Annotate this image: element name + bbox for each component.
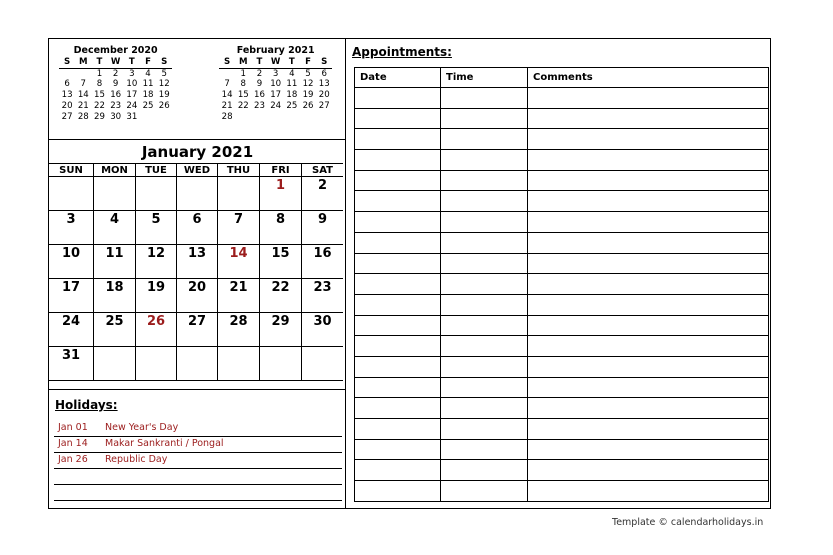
holiday-row [54, 484, 342, 501]
mini-calendar-grid [219, 57, 332, 123]
day-cell: 31 [126, 111, 138, 122]
day-cell[interactable]: 10 [49, 245, 94, 279]
week-row [219, 79, 332, 90]
day-cell[interactable]: 18 [94, 279, 136, 313]
day-cell [156, 112, 172, 123]
day-cell[interactable]: 11 [94, 245, 136, 279]
column-header: Comments [528, 68, 769, 88]
appointment-cell[interactable] [528, 108, 769, 129]
weekday-label: THU [218, 164, 260, 177]
appointment-cell[interactable] [355, 88, 441, 109]
mini-calendar-title: February 2021 [236, 45, 315, 56]
appointment-cell[interactable] [355, 274, 441, 295]
day-cell: 23 [110, 100, 122, 111]
day-cell: 10 [126, 79, 138, 90]
weekday-label: TUE [136, 164, 177, 177]
weekday-label: WED [177, 164, 218, 177]
day-cell: 13 [61, 90, 73, 101]
appointment-cell[interactable] [528, 129, 769, 150]
appointment-row [355, 439, 769, 460]
appointment-cell[interactable] [528, 481, 769, 502]
day-cell [284, 112, 300, 123]
appointment-cell[interactable] [528, 232, 769, 253]
appointment-row [355, 398, 769, 419]
day-cell[interactable]: 31 [49, 347, 94, 381]
appointment-cell[interactable] [355, 419, 441, 440]
appointment-cell[interactable] [528, 294, 769, 315]
day-cell: 23 [254, 100, 265, 111]
day-cell[interactable] [260, 347, 302, 381]
appointment-cell[interactable] [441, 439, 528, 460]
footer-credit: Template © calendarholidays.in [612, 517, 764, 528]
day-cell: 24 [270, 100, 282, 111]
appointment-row [355, 274, 769, 295]
day-cell: 16 [110, 90, 122, 101]
day-cell [316, 112, 332, 123]
weekday-label: T [91, 57, 107, 68]
day-cell[interactable]: 19 [136, 279, 177, 313]
day-cell[interactable]: 26 [136, 313, 177, 347]
weekday-label: T [251, 57, 267, 68]
day-cell: 30 [110, 111, 122, 122]
weekday-label: W [268, 57, 284, 68]
appointments-header-row [355, 68, 769, 88]
day-cell: 24 [126, 100, 138, 111]
week-row [219, 68, 332, 79]
day-cell: 16 [254, 90, 265, 101]
weekday-label: T [284, 57, 300, 68]
calendar-page [48, 38, 771, 509]
appointment-row [355, 150, 769, 171]
day-cell: 8 [96, 79, 103, 90]
appointment-cell[interactable] [528, 460, 769, 481]
holidays-title: Holidays: [55, 398, 118, 412]
day-cell[interactable]: 8 [260, 211, 302, 245]
day-cell [140, 112, 156, 123]
day-cell: 1 [96, 68, 103, 79]
day-cell: 9 [112, 79, 119, 90]
appointment-cell[interactable] [355, 253, 441, 274]
day-cell: 12 [158, 79, 170, 90]
day-cell [235, 112, 251, 123]
day-cell: 14 [77, 90, 89, 101]
day-cell[interactable] [177, 177, 218, 211]
appointment-cell[interactable] [528, 170, 769, 191]
day-cell[interactable] [218, 177, 260, 211]
week-row [49, 279, 343, 313]
day-cell[interactable] [177, 347, 218, 381]
day-cell[interactable]: 13 [177, 245, 218, 279]
weekday-label: S [316, 57, 332, 68]
appointment-cell[interactable] [441, 129, 528, 150]
holiday-row [54, 468, 342, 485]
day-cell[interactable]: 14 [218, 245, 260, 279]
appointment-cell[interactable] [528, 439, 769, 460]
day-cell[interactable]: 1 [260, 177, 302, 211]
week-row [59, 101, 172, 112]
week-row [219, 90, 332, 101]
appointment-cell[interactable] [528, 150, 769, 171]
weekday-label: SAT [302, 164, 344, 177]
day-cell[interactable]: 20 [177, 279, 218, 313]
appointment-row [355, 460, 769, 481]
holiday-name: Republic Day [105, 454, 168, 465]
day-cell: 12 [302, 79, 314, 90]
day-cell: 13 [318, 79, 330, 90]
weekday-label: MON [94, 164, 136, 177]
day-cell[interactable]: 27 [177, 313, 218, 347]
day-cell: 7 [80, 79, 87, 90]
appointment-cell[interactable] [355, 191, 441, 212]
day-cell: 27 [318, 100, 330, 111]
holidays-section [49, 389, 346, 510]
appointment-row [355, 212, 769, 233]
holiday-row [54, 436, 342, 453]
day-cell: 3 [129, 68, 135, 79]
weekday-label: W [108, 57, 124, 68]
appointment-cell[interactable] [441, 356, 528, 377]
appointment-cell[interactable] [355, 315, 441, 336]
column-header: Time [441, 68, 528, 88]
appointment-cell[interactable] [355, 460, 441, 481]
appointment-cell[interactable] [355, 439, 441, 460]
day-cell[interactable] [136, 347, 177, 381]
appointment-cell[interactable] [441, 170, 528, 191]
appointment-row [355, 170, 769, 191]
week-row [49, 177, 343, 211]
day-cell[interactable]: 9 [302, 211, 344, 245]
day-cell: 22 [94, 100, 105, 111]
day-cell[interactable]: 24 [49, 313, 94, 347]
day-cell: 20 [318, 90, 330, 101]
day-cell[interactable] [49, 177, 94, 211]
day-cell: 20 [61, 100, 73, 111]
holiday-name: New Year's Day [105, 422, 179, 433]
appointment-cell[interactable] [355, 356, 441, 377]
day-cell: 19 [302, 90, 314, 101]
holiday-name: Makar Sankranti / Pongal [105, 438, 224, 449]
appointment-cell[interactable] [441, 419, 528, 440]
day-cell: 28 [221, 111, 233, 122]
appointment-row [355, 232, 769, 253]
appointment-row [355, 481, 769, 502]
week-row [219, 101, 332, 112]
day-cell[interactable] [136, 177, 177, 211]
day-cell: 7 [224, 79, 230, 90]
appointment-cell[interactable] [528, 274, 769, 295]
column-header: Date [355, 68, 441, 88]
day-cell[interactable] [94, 347, 136, 381]
appointment-cell[interactable] [441, 232, 528, 253]
day-cell: 22 [237, 100, 249, 111]
appointment-cell[interactable] [355, 294, 441, 315]
weekday-label: S [219, 57, 235, 68]
weekday-label: F [140, 57, 156, 68]
weekday-header-row [49, 164, 343, 177]
mini-calendar-grid [59, 57, 172, 123]
appointment-cell[interactable] [528, 191, 769, 212]
day-cell[interactable]: 23 [302, 279, 344, 313]
day-cell: 15 [237, 90, 249, 101]
appointment-row [355, 356, 769, 377]
day-cell: 3 [272, 68, 279, 79]
appointment-cell[interactable] [441, 88, 528, 109]
weekday-header-row [59, 57, 172, 68]
week-row [59, 68, 172, 79]
appointment-cell[interactable] [355, 150, 441, 171]
day-cell: 8 [240, 79, 247, 90]
day-cell[interactable]: 3 [49, 211, 94, 245]
day-cell[interactable] [302, 347, 344, 381]
appointment-cell[interactable] [355, 108, 441, 129]
day-cell: 21 [77, 100, 89, 111]
appointment-cell[interactable] [355, 377, 441, 398]
day-cell: 4 [289, 68, 295, 79]
day-cell[interactable]: 7 [218, 211, 260, 245]
weekday-label: M [75, 57, 91, 68]
appointment-row [355, 88, 769, 109]
day-cell [219, 68, 235, 79]
weekday-label: FRI [260, 164, 302, 177]
day-cell: 4 [145, 68, 151, 79]
day-cell: 5 [161, 68, 167, 79]
day-cell: 18 [142, 90, 154, 101]
day-cell: 19 [158, 90, 170, 101]
appointments-table [354, 67, 769, 502]
appointment-cell[interactable] [441, 294, 528, 315]
day-cell: 1 [240, 68, 247, 79]
appointment-cell[interactable] [355, 336, 441, 357]
holiday-date: Jan 01 [58, 422, 88, 433]
week-row [219, 112, 332, 123]
day-cell: 2 [112, 68, 119, 79]
appointment-row [355, 336, 769, 357]
weekday-label: S [59, 57, 75, 68]
appointment-row [355, 315, 769, 336]
appointment-cell[interactable] [528, 253, 769, 274]
appointment-row [355, 377, 769, 398]
day-cell: 26 [158, 100, 170, 111]
appointment-cell[interactable] [528, 377, 769, 398]
appointment-cell[interactable] [441, 336, 528, 357]
day-cell: 18 [286, 90, 298, 101]
day-cell[interactable]: 28 [218, 313, 260, 347]
holiday-date: Jan 14 [58, 438, 88, 449]
week-row [49, 347, 343, 381]
day-cell[interactable]: 21 [218, 279, 260, 313]
day-cell: 17 [270, 90, 282, 101]
mini-calendar-prev [59, 46, 172, 123]
day-cell[interactable]: 30 [302, 313, 344, 347]
day-cell[interactable]: 2 [302, 177, 344, 211]
day-cell: 6 [321, 68, 327, 79]
calendar-column [49, 39, 346, 508]
mini-calendar-next [219, 46, 332, 123]
mini-calendar-title: December 2020 [73, 45, 158, 56]
day-cell: 11 [142, 79, 154, 90]
month-grid [49, 163, 343, 381]
appointment-cell[interactable] [441, 191, 528, 212]
appointment-cell[interactable] [528, 212, 769, 233]
day-cell[interactable]: 29 [260, 313, 302, 347]
week-row [49, 313, 343, 347]
holiday-date: Jan 26 [58, 454, 88, 465]
month-title: January 2021 [49, 139, 346, 163]
day-cell: 27 [61, 111, 73, 122]
day-cell [59, 68, 75, 79]
appointment-row [355, 129, 769, 150]
day-cell: 6 [64, 79, 70, 90]
day-cell[interactable]: 22 [260, 279, 302, 313]
day-cell: 15 [94, 90, 105, 101]
day-cell: 25 [142, 100, 154, 111]
holiday-row [54, 420, 342, 437]
appointment-cell[interactable] [441, 460, 528, 481]
day-cell: 26 [302, 100, 314, 111]
day-cell[interactable]: 12 [136, 245, 177, 279]
appointment-row [355, 253, 769, 274]
day-cell: 29 [94, 111, 105, 122]
week-row [49, 211, 343, 245]
day-cell: 21 [221, 100, 233, 111]
appointment-row [355, 191, 769, 212]
holiday-row [54, 452, 342, 469]
day-cell [75, 68, 91, 79]
day-cell: 5 [305, 68, 311, 79]
day-cell[interactable]: 5 [136, 211, 177, 245]
day-cell: 9 [256, 79, 263, 90]
day-cell: 17 [126, 90, 138, 101]
weekday-label: T [124, 57, 140, 68]
day-cell: 14 [221, 90, 233, 101]
day-cell[interactable]: 17 [49, 279, 94, 313]
appointment-cell[interactable] [441, 150, 528, 171]
weekday-label: M [235, 57, 251, 68]
day-cell[interactable] [94, 177, 136, 211]
day-cell[interactable]: 4 [94, 211, 136, 245]
weekday-header-row [219, 57, 332, 68]
week-row [59, 112, 172, 123]
day-cell[interactable]: 16 [302, 245, 344, 279]
day-cell[interactable]: 25 [94, 313, 136, 347]
appointment-cell[interactable] [528, 419, 769, 440]
day-cell [300, 112, 316, 123]
appointment-cell[interactable] [528, 315, 769, 336]
day-cell: 11 [286, 79, 298, 90]
day-cell: 10 [270, 79, 282, 90]
appointment-cell[interactable] [355, 398, 441, 419]
day-cell[interactable] [218, 347, 260, 381]
day-cell: 25 [286, 100, 298, 111]
appointment-row [355, 108, 769, 129]
appointment-cell[interactable] [528, 88, 769, 109]
appointment-cell[interactable] [355, 481, 441, 502]
weekday-label: S [156, 57, 172, 68]
appointment-cell[interactable] [441, 212, 528, 233]
appointment-cell[interactable] [441, 253, 528, 274]
appointment-cell[interactable] [441, 315, 528, 336]
day-cell [268, 112, 284, 123]
appointment-cell[interactable] [355, 129, 441, 150]
weekday-label: SUN [49, 164, 94, 177]
week-row [59, 79, 172, 90]
day-cell: 28 [77, 111, 89, 122]
appointment-row [355, 419, 769, 440]
appointment-cell[interactable] [355, 212, 441, 233]
appointment-cell[interactable] [441, 108, 528, 129]
appointment-cell[interactable] [441, 398, 528, 419]
day-cell [251, 112, 267, 123]
appointment-cell[interactable] [441, 481, 528, 502]
week-row [49, 245, 343, 279]
appointment-cell[interactable] [355, 232, 441, 253]
appointment-cell[interactable] [528, 356, 769, 377]
appointment-cell[interactable] [355, 170, 441, 191]
day-cell: 2 [256, 68, 263, 79]
weekday-label: F [300, 57, 316, 68]
appointment-row [355, 294, 769, 315]
day-cell[interactable]: 6 [177, 211, 218, 245]
appointments-title: Appointments: [352, 45, 452, 59]
appointment-cell[interactable] [441, 377, 528, 398]
week-row [59, 90, 172, 101]
day-cell[interactable]: 15 [260, 245, 302, 279]
appointment-cell[interactable] [528, 336, 769, 357]
appointment-cell[interactable] [441, 274, 528, 295]
appointment-cell[interactable] [528, 398, 769, 419]
